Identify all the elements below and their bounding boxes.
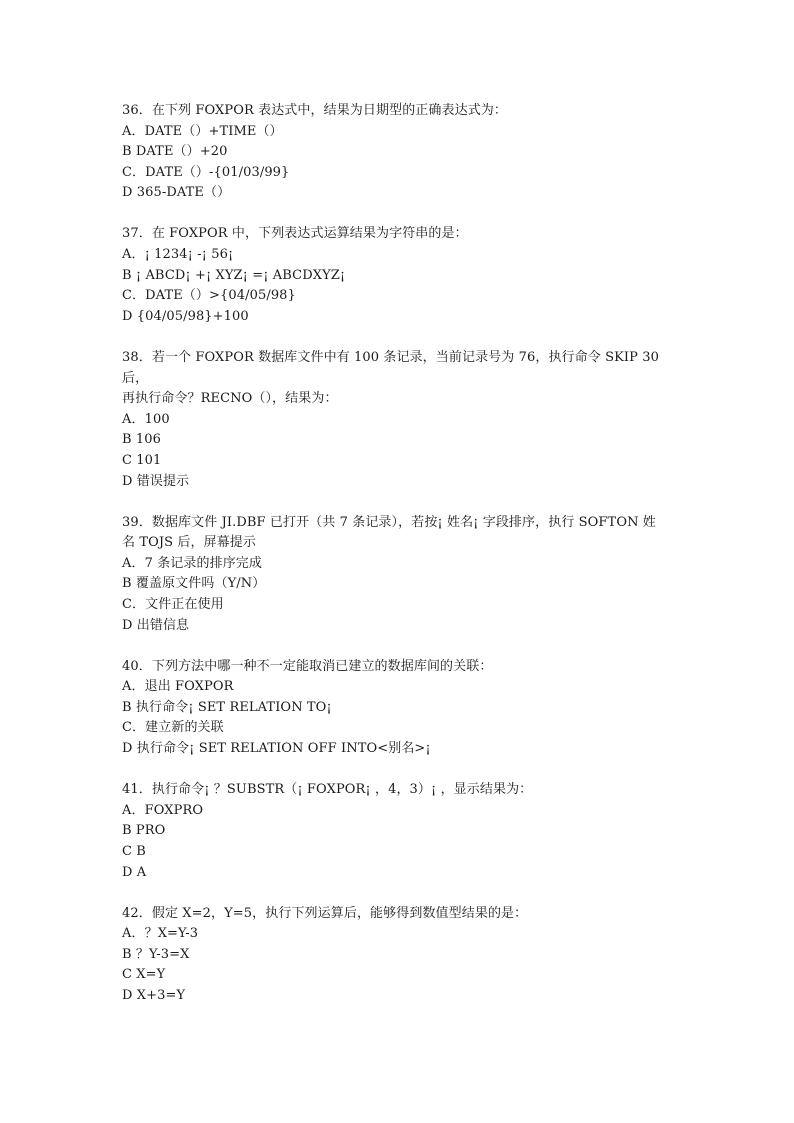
question-40 [122,657,682,760]
option-b: B DATE（）+20 [122,144,228,160]
option-b: B PRO [122,823,166,839]
option-c: C．DATE（）-{01/03/99} [122,164,290,180]
question-stem: 42．假定 X=2，Y=5，执行下列运算后，能够得到数值型结果的是： [122,905,528,921]
document-page [122,101,682,1027]
option-a: A．退出 FOXPOR [122,679,234,695]
option-d: D 365-DATE（） [122,185,231,201]
option-c: C．DATE（）>{04/05/98} [122,288,296,304]
question-38 [122,348,682,492]
option-c: C B [122,843,146,859]
option-a: A．？X=Y-3 [122,926,199,942]
option-d: D A [122,864,147,880]
option-d: D X+3=Y [122,987,186,1003]
option-b: B 106 [122,432,161,448]
question-42 [122,904,682,1007]
option-c: C 101 [122,452,162,468]
question-41 [122,780,682,883]
question-stem: 40．下列方法中哪一种不一定能取消已建立的数据库间的关联： [122,658,493,674]
question-36 [122,101,682,204]
option-c: C X=Y [122,967,166,983]
question-39 [122,513,682,637]
question-stem: 36．在下列 FOXPOR 表达式中，结果为日期型的正确表达式为： [122,103,508,118]
option-a: A．DATE（）+TIME（） [122,123,283,139]
option-b: B 覆盖原文件吗（Y/N） [122,576,266,592]
question-stem-continued: 再执行命令？RECNO（），结果为： [122,391,338,407]
option-d: D 执行命令¡ SET RELATION OFF INTO<别名>¡ [122,741,431,757]
option-a: A．100 [122,411,170,427]
question-37 [122,224,682,327]
option-b: B ¡ ABCD¡ +¡ XYZ¡ =¡ ABCDXYZ¡ [122,267,346,283]
option-a: A．7 条记录的排序完成 [122,555,262,571]
question-stem: 41．执行命令¡ ？SUBSTR（¡ FOXPOR¡ ，4，3）¡ ，显示结果为： [122,782,533,798]
option-d: D {04/05/98}+100 [122,308,249,324]
question-stem-continued: 名 TOJS 后，屏幕提示 [122,535,257,551]
question-stem: 39．数据库文件 JI.DBF 已打开（共 7 条记录），若按¡ 姓名¡ 字段排序，执行 SOFTON 姓 [122,514,656,530]
question-stem: 38．若一个 FOXPOR 数据库文件中有 100 条记录，当前记录号为 76，执行命令 SKIP 30 后， [122,349,659,386]
option-d: D 出错信息 [122,617,190,633]
option-a: A．¡ 1234¡ -¡ 56¡ [122,247,234,263]
question-stem: 37．在 FOXPOR 中，下列表达式运算结果为字符串的是： [122,226,468,242]
option-c: C．建立新的关联 [122,720,224,736]
option-d: D 错误提示 [122,473,190,489]
option-b: B 执行命令¡ SET RELATION TO¡ [122,699,332,715]
option-b: B ？Y-3=X [122,946,190,962]
option-a: A．FOXPRO [122,802,204,818]
option-c: C．文件正在使用 [122,596,224,612]
